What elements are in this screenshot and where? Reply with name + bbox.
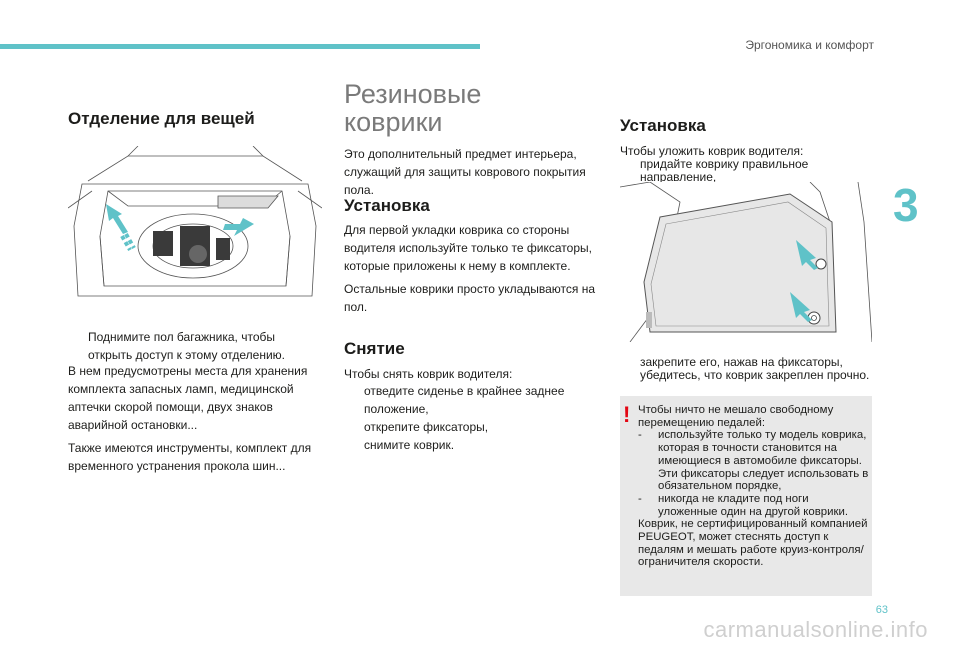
bullet-icon: [620, 369, 640, 382]
install-steps-after: закрепите его, нажав на фиксаторы, убедитесь, что коврик закреплен прочно.: [620, 356, 872, 382]
floor-mat-illustration: [620, 182, 872, 342]
storage-para-1: В нем предусмотрены места для хранения комплекта запасных ламп, медицинской аптечки скорой помощи, двух знаков аварийной остановки...: [68, 364, 308, 432]
header-accent-bar: [0, 44, 480, 49]
bullet-icon: [344, 418, 364, 436]
storage-bullet: Поднимите пол багажника, чтобы открыть доступ к этому отделению.: [68, 328, 322, 364]
chapter-number: 3: [893, 179, 919, 231]
bullet-icon: [620, 356, 640, 369]
install-text: Для первой укладки коврика со стороны водителя используйте только те фиксаторы, которые приложены к нему в комплекте.: [344, 223, 592, 273]
bullet-icon: [344, 436, 364, 454]
storage-title: Отделение для вещей: [68, 109, 255, 128]
install-title-2: Установка: [620, 116, 706, 135]
storage-para-2: Также имеются инструменты, комплект для временного устранения прокола шин...: [68, 441, 312, 473]
watermark: carmanualsonline.info: [703, 617, 928, 642]
warning-icon: !: [623, 402, 631, 427]
remove-steps: отведите сиденье в крайнее заднее положение, открепите фиксаторы, снимите коврик.: [344, 382, 600, 454]
install-steps-intro: Чтобы уложить коврик водителя: придайте коврику правильное направление,: [620, 144, 809, 184]
trunk-illustration: [68, 146, 322, 316]
section-title: Эргономика и комфорт: [745, 38, 874, 52]
warning-box: [620, 396, 872, 596]
mats-title: Резиновые коврики: [344, 79, 482, 137]
install-text-2: Остальные коврики просто укладываются на пол.: [344, 282, 596, 314]
warning-text: Чтобы ничто не мешало свободному перемещению педалей: - используйте только ту модель коврика, которая в точности становится на имеющиеся в автомобиле фиксаторы. Эти фиксаторы следует использовать в обязательном порядке, - никогда не кладите под ноги уложенные один на другой коврики. Коврик, не сертифицированный компанией PEUGEOT, может стеснять доступ к педалям и мешать работе круиз-контроля/ограничителя скорости.: [638, 404, 869, 569]
bullet-icon: [68, 328, 88, 364]
page-number: 63: [875, 604, 888, 616]
mats-intro: Это дополнительный предмет интерьера, служащий для защиты коврового покрытия пола.: [344, 147, 586, 197]
bullet-icon: [620, 158, 640, 184]
remove-intro: Чтобы снять коврик водителя:: [344, 367, 513, 381]
remove-title: Снятие: [344, 339, 405, 358]
bullet-icon: [344, 382, 364, 418]
install-title: Установка: [344, 196, 430, 215]
